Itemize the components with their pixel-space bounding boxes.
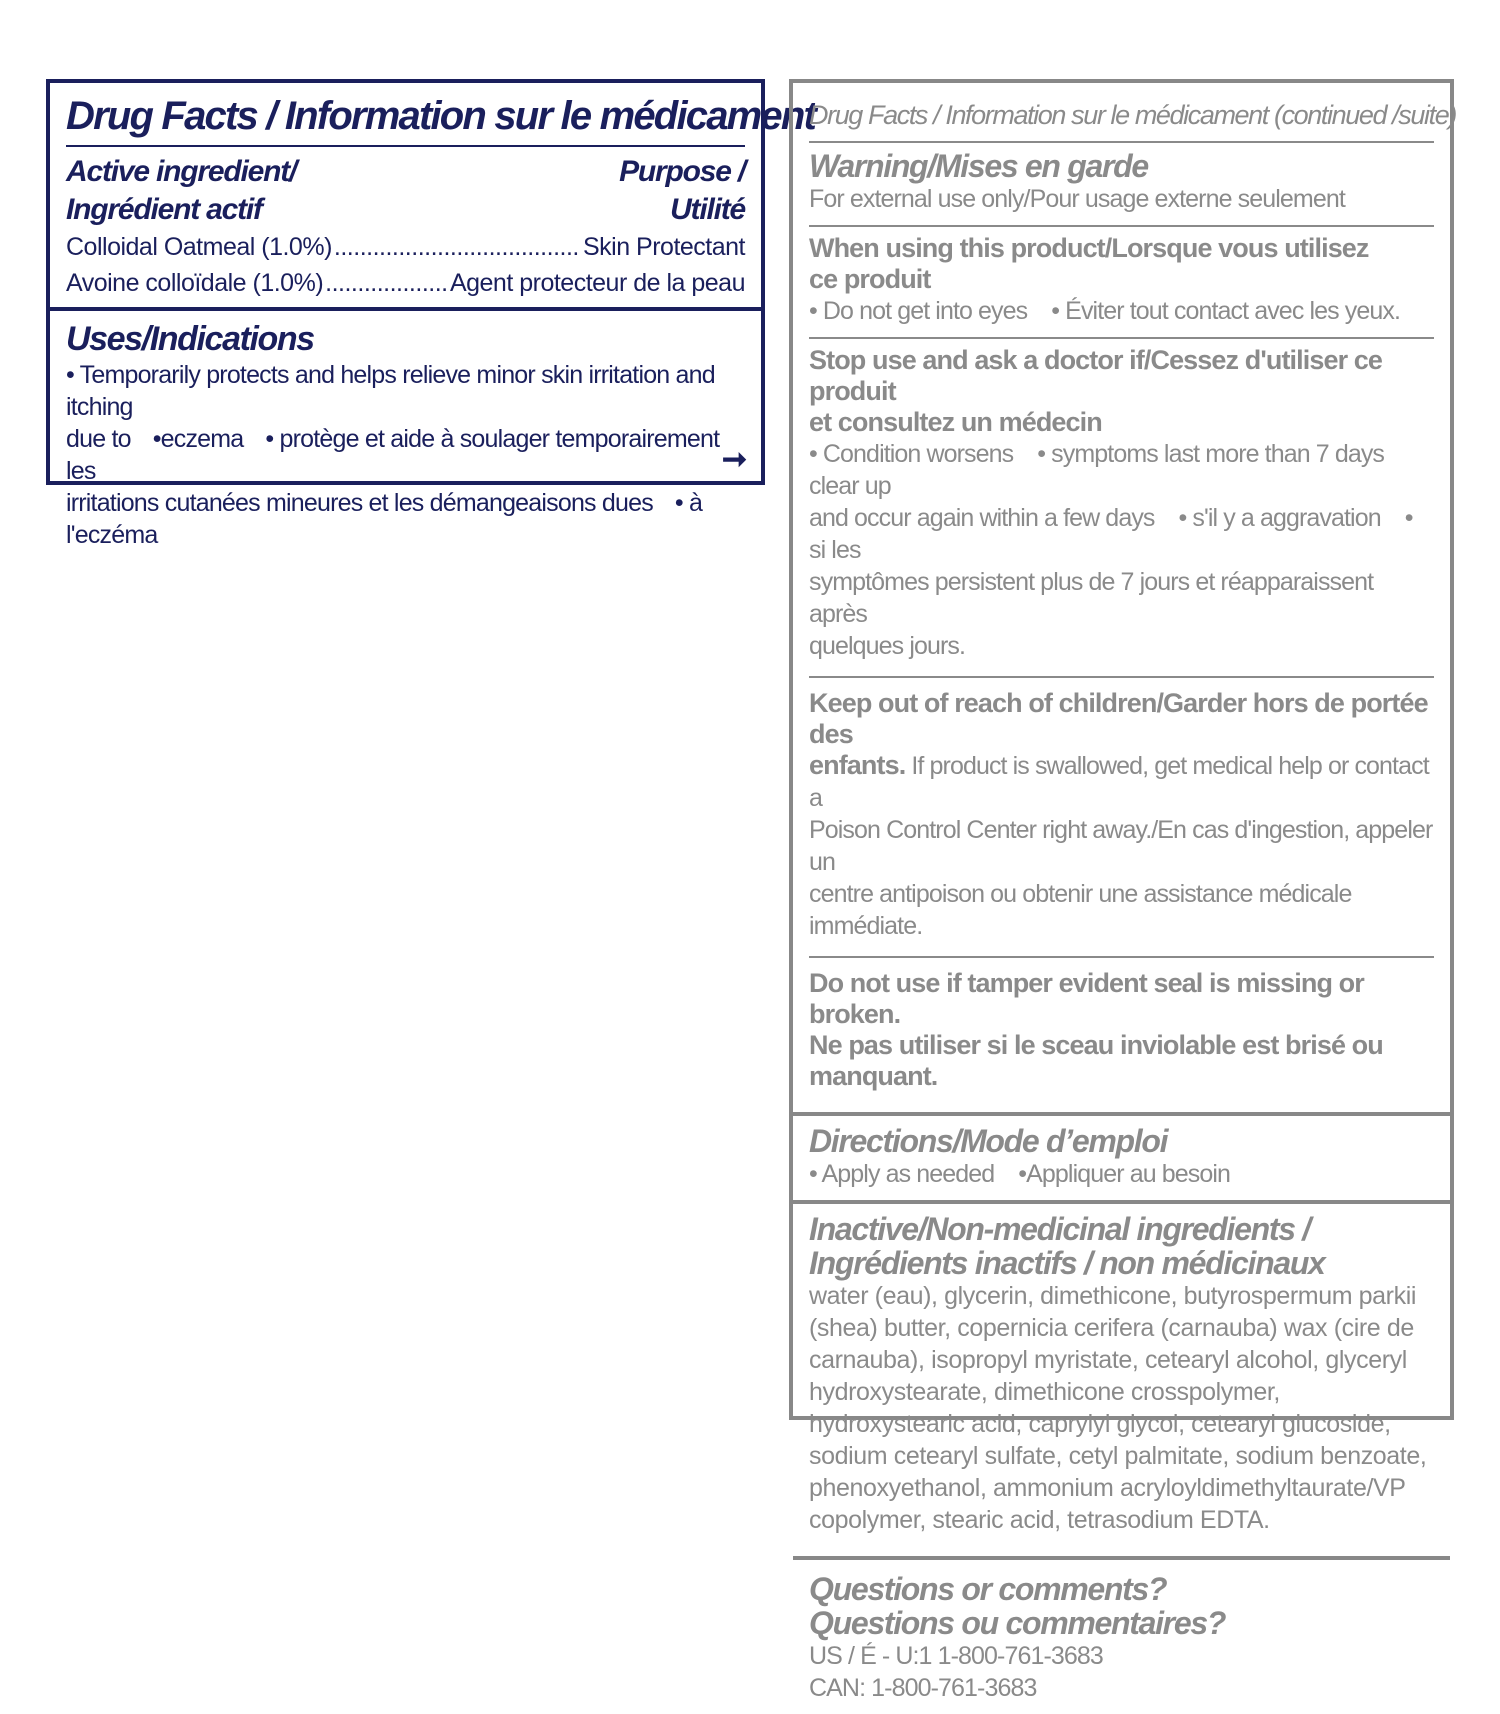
text-line: Poison Control Center right away./En cas d'ingestion, appeler un (809, 816, 1433, 876)
continued-arrow-icon: ➞ (721, 443, 747, 476)
warning-section (809, 143, 1434, 227)
heading-line: When using this product/Lorsque vous utilisez (809, 233, 1369, 263)
ingredient-row (66, 265, 745, 301)
continued-title: Drug Facts / Information sur le médicament (continued /suite) (809, 95, 1434, 143)
directions-title: Directions/Mode d’emploi (809, 1123, 1168, 1159)
heading-line: Questions or comments? (809, 1571, 1167, 1607)
directions-section (793, 1112, 1450, 1200)
when-using-title (809, 233, 1434, 295)
ingredient-line: water (eau), glycerin, dimethicone, butyrospermum parkii (809, 1282, 1417, 1310)
warning-title: Warning/Mises en garde (809, 148, 1148, 184)
inactive-title (809, 1212, 1434, 1280)
ingredient-line: sodium cetearyl sulfate, cetyl palmitate, sodium benzoate, (809, 1442, 1427, 1470)
active-ingredient-header (66, 153, 296, 229)
uses-line: • Temporarily protects and helps relieve minor skin irritation and itching (66, 361, 715, 421)
purpose-header-line: Utilité (670, 193, 745, 226)
stop-use-text (809, 438, 1434, 662)
tamper-warning: Ne pas utiliser si le sceau inviolable est brisé ou manquant. (809, 1030, 1383, 1091)
text-line (809, 750, 1434, 814)
active-header-line: Ingrédient actif (66, 193, 262, 226)
heading-line: Inactive/Non-medicinal ingredients / (809, 1211, 1310, 1247)
ingredient-line: copolymer, stearic acid, tetrasodium EDTA. (809, 1506, 1270, 1534)
when-using-section (809, 227, 1434, 339)
questions-section (793, 1556, 1450, 1714)
ingredient-purpose: Skin Protectant (582, 233, 745, 261)
ingredient-name: Avoine colloïdale (1.0%) (66, 269, 324, 297)
keep-out-title: Keep out of reach of children/Garder hors de portée des (809, 688, 1428, 749)
bullet-item: • Apply as needed (809, 1160, 995, 1188)
phone-numbers (809, 1640, 1434, 1704)
inactive-ingredients-section (793, 1200, 1450, 1556)
ingredient-line: hydroxystearic acid, caprylyl glycol, cetearyl glucoside, (809, 1410, 1391, 1438)
drug-facts-panel (46, 79, 816, 549)
uses-section (50, 311, 761, 549)
directions-text (809, 1158, 1434, 1190)
uses-line (66, 487, 745, 551)
keep-out-section (809, 678, 1434, 958)
ingredient-headers (66, 153, 745, 229)
drug-facts-title: Drug Facts / Information sur le médicament (66, 93, 745, 147)
ingredient-line: hydroxystearate, dimethicone crosspolymer, (809, 1378, 1280, 1406)
phone-us: US / É - U:1 1-800-761-3683 (809, 1642, 1103, 1670)
purpose-header-line: Purpose / (619, 155, 745, 188)
ingredient-purpose: Agent protecteur de la peau (449, 269, 745, 297)
heading-line: Questions ou commentaires? (809, 1605, 1226, 1641)
heading-line: et consultez un médecin (809, 407, 1102, 437)
text-line: centre antipoison ou obtenir une assistance médicale immédiate. (809, 880, 1352, 940)
uses-title: Uses/Indications (66, 320, 314, 358)
text-fragment: If product is swallowed, get medical help or contact a (809, 752, 1429, 812)
bullet-item: • Condition worsens (809, 440, 1014, 468)
bullet-item: • Do not get into eyes (809, 297, 1028, 325)
uses-fragment: irritations cutanées mineures et les démangeaisons dues (66, 489, 653, 517)
questions-title (809, 1572, 1434, 1640)
bullet-item: •Appliquer au besoin (1018, 1160, 1231, 1188)
uses-line (66, 423, 745, 487)
text-line: symptômes persistent plus de 7 jours et réapparaissent après (809, 568, 1374, 628)
ingredient-line: (shea) butter, copernicia cerifera (carnauba) wax (cire de (809, 1314, 1414, 1342)
purpose-header (619, 153, 745, 229)
bullet-item: • s'il y a aggravation (1178, 504, 1381, 532)
heading-line: ce produit (809, 264, 931, 294)
phone-can: CAN: 1-800-761-3683 (809, 1674, 1037, 1702)
bullet-item: • si les (809, 504, 1413, 564)
heading-line: Stop use and ask a doctor if/Cessez d'utiliser ce produit (809, 345, 1383, 406)
tamper-section (809, 958, 1434, 1112)
keep-out-text (809, 750, 1434, 942)
drug-facts-continued-panel (789, 79, 1456, 1702)
ingredient-line: carnauba), isopropyl myristate, cetearyl alcohol, glyceryl (809, 1346, 1407, 1374)
uses-fragment: •eczema (152, 425, 244, 453)
uses-fragment: • à l'eczéma (66, 489, 703, 549)
uses-text (66, 359, 745, 551)
inactive-ingredients-list (809, 1280, 1434, 1536)
bullet-item: • Éviter tout contact avec les yeux. (1051, 297, 1401, 325)
uses-fragment: due to (66, 425, 131, 453)
heading-line: Ingrédients inactifs / non médicinaux (809, 1245, 1325, 1281)
text-line (809, 438, 1434, 502)
active-header-line: Active ingredient/ (66, 155, 297, 188)
warning-text: For external use only/Pour usage externe seulement (809, 185, 1345, 213)
text-line: quelques jours. (809, 632, 966, 660)
leader-dots (334, 229, 581, 265)
tamper-warning: Do not use if tamper evident seal is missing or broken. (809, 968, 1364, 1029)
ingredient-line: phenoxyethanol, ammonium acryloyldimethyltaurate/VP (809, 1474, 1406, 1502)
text-line (809, 502, 1434, 566)
active-ingredient-section (50, 83, 816, 311)
ingredient-row (66, 229, 745, 265)
ingredient-name: Colloidal Oatmeal (1.0%) (66, 233, 332, 261)
stop-use-title (809, 345, 1434, 438)
bullet-item: and occur again within a few days (809, 504, 1155, 532)
leader-dots (325, 265, 448, 301)
when-using-text (809, 295, 1434, 327)
stop-use-section (809, 339, 1434, 678)
uses-fragment: • protège et aide à soulager temporairement les (66, 425, 720, 485)
bullet-item: • symptoms last more than 7 days clear up (809, 440, 1385, 500)
keep-out-title-end: enfants. (809, 750, 906, 780)
